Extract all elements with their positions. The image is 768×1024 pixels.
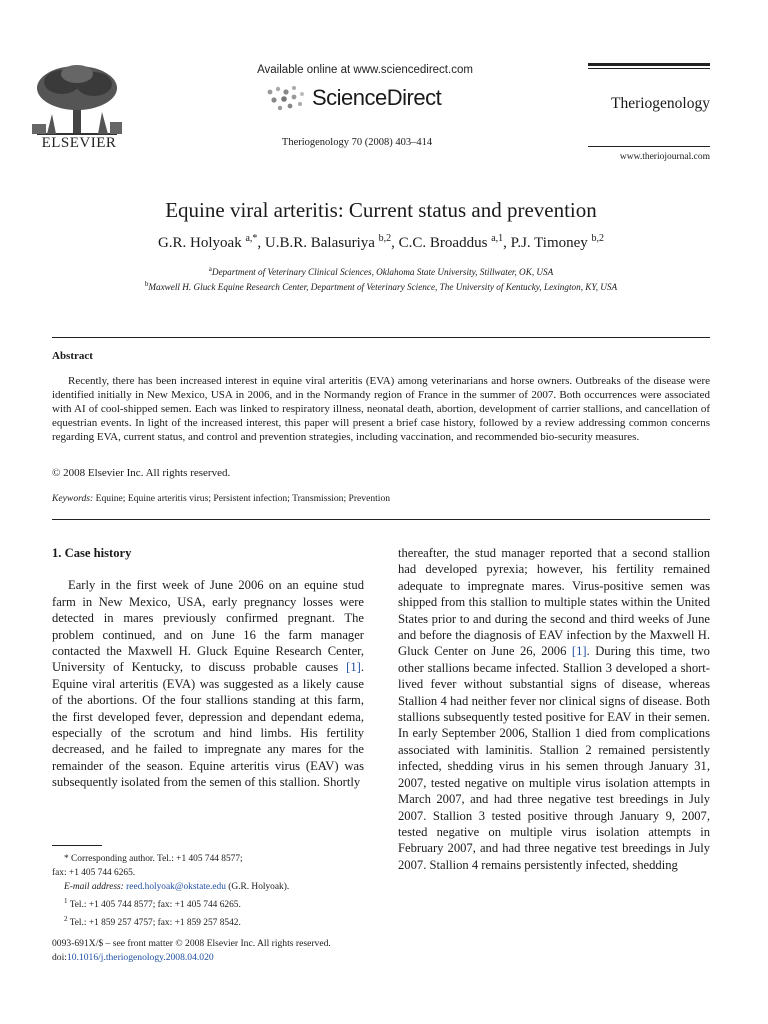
- footnote-rule: [52, 845, 102, 846]
- doi-line: doi:10.1016/j.theriogenology.2008.04.020: [52, 952, 214, 963]
- journal-rule: [588, 63, 710, 66]
- body-column-left: [52, 545, 364, 791]
- publisher-name: ELSEVIER: [41, 135, 117, 151]
- abstract-heading: Abstract: [52, 350, 93, 362]
- keywords: [52, 493, 390, 504]
- affiliation: $^a$Department of Veterinary Clinical Sciences, Oklahoma State University, Stillwater, OK, USA: [208, 265, 554, 277]
- author-affil-mark[interactable]: b,2: [378, 233, 392, 244]
- author-name: U.B.R. Balasuriya: [264, 235, 375, 251]
- citation-link[interactable]: [1]: [346, 660, 361, 675]
- sciencedirect-wordmark[interactable]: ScienceDirect: [312, 85, 442, 110]
- keywords-label: Keywords:: [52, 493, 94, 504]
- author-affil-mark[interactable]: b,2: [591, 233, 605, 244]
- footnote-email: E-mail address: reed.holyoak@okstate.edu (G.R. Holyoak).: [64, 882, 290, 892]
- footnote-corresponding: * Corresponding author. Tel.: +1 405 744 8577;: [64, 854, 243, 864]
- section-heading: 1. Case history: [52, 546, 132, 560]
- available-online-text[interactable]: Available online at www.sciencedirect.com: [257, 64, 473, 76]
- journal-citation: Theriogenology 70 (2008) 403–414: [281, 137, 433, 148]
- footnotes: [52, 852, 382, 930]
- paragraph: Early in the first week of June 2006 on an equine stud farm in New Mexico, USA, early pregnancy losses were detected in mares previously confirmed pregnant. The problem continued, and on June 16 the farm manager contacted the Maxwell H. Gluck Equine Research Center, University of Kentucky, to discuss probable causes [1]. Equine viral arteritis (EVA) was suggested as a likely cause of the abortions. Of the four stallions standing at this farm, the first developed fever, depression and dependant edema, especially of the scrotum and hind limbs. His fertility decreased, and he failed to impregnate any mares for the remainder of the season. Equine arteritis virus (EAV) was subsequently isolated from the semen of this stallion. Shortly: [52, 578, 364, 790]
- author-affil-mark[interactable]: a,1: [491, 233, 504, 244]
- author-affil-mark[interactable]: a,*: [245, 233, 258, 244]
- citation-link[interactable]: [1]: [571, 644, 587, 659]
- keywords-list: Equine; Equine arteritis virus; Persistent infection; Transmission; Prevention: [95, 493, 391, 504]
- abstract-text: Recently, there has been increased interest in equine viral arteritis (EVA) among veterinarians and horse owners. Outbreaks of the disease were identified initially in New Mexico, USA in 2006, and in the Normandy region of France in the summer of 2007. Both occurrences were associated with AI of cool-shipped semen. Each was linked to respiratory illness, neonatal death, abortion, development of carrier stallions, and cancellation of equestrian events. In light of the increased interest, this paper will present a brief case history, followed by a review addressing common concerns regarding EVA, current status, and control and prevention strategies, including vaccination, and recommended bio-security measures.: [52, 375, 710, 443]
- footnote-2: $^2$ Tel.: +1 859 257 4757; fax: +1 859 257 8542.: [64, 915, 241, 928]
- front-matter-info: [52, 937, 331, 965]
- author-name: C.C. Broaddus: [398, 235, 488, 251]
- email-link[interactable]: reed.holyoak@okstate.edu: [126, 882, 226, 892]
- paragraph: thereafter, the stud manager reported that a second stallion had developed pyrexia; however, his fertility remained adequate to impregnate mares. Virus-positive semen was shipped from this stallion to multiple states within the United States prior to and during the second and third weeks of June and before the diagnosis of EAV infection by the Maxwell H. Gluck Center on June 26, 2006 [1]. During this time, two other stallions became infected. Stallion 3 developed a short-lived fever without substantial signs of disease, whereas Stallion 4 had neither fever nor clinical signs of disease. Both stallions subsequently tested positive for EAV in their semen. In early September 2006, Stallion 1 died from complications associated with laminitis. Stallion 2 remained persistently infected, shedding virus in his semen through January 31, 2007, tested negative on multiple virus isolation attempts in March 2007, and had three negative test breedings in July 2007. Stallion 3 tested positive through January 9, 2007, tested negative on multiple virus isolation attempts in February 2007, and had three negative test breedings in July 2007. Stallion 4 remains persistently infected, shedding: [398, 546, 710, 872]
- author-list: G.R. Holyoak $^{a,*}$, U.B.R. Balasuriya $^{b,2}$, C.C. Broaddus $^{a,1}$, P.J. Timoney $^{b,2}$: [157, 233, 605, 251]
- journal-url-link[interactable]: www.theriojournal.com: [619, 152, 710, 162]
- affiliation: $^b$Maxwell H. Gluck Equine Research Center, Department of Veterinary Science, The University of Kentucky, Lexington, KY, USA: [144, 280, 618, 292]
- issn-line: 0093-691X/$ – see front matter © 2008 Elsevier Inc. All rights reserved.: [52, 938, 331, 949]
- divider: [52, 337, 710, 338]
- journal-rule: [588, 68, 710, 69]
- doi-link[interactable]: 10.1016/j.theriogenology.2008.04.020: [66, 952, 214, 963]
- footnote-fax: fax: +1 405 744 6265.: [52, 868, 136, 878]
- footnote-1: $^1$ Tel.: +1 405 744 8577; fax: +1 405 744 6265.: [64, 897, 241, 910]
- journal-name: Theriogenology: [610, 95, 710, 112]
- divider: [52, 519, 710, 520]
- article-title: Equine viral arteritis: Current status and prevention: [165, 198, 597, 222]
- author-name: G.R. Holyoak: [157, 235, 242, 251]
- body-column-right: [398, 545, 710, 873]
- abstract-copyright: © 2008 Elsevier Inc. All rights reserved.: [52, 467, 231, 479]
- author-name: P.J. Timoney: [510, 235, 588, 251]
- journal-rule: [588, 146, 710, 147]
